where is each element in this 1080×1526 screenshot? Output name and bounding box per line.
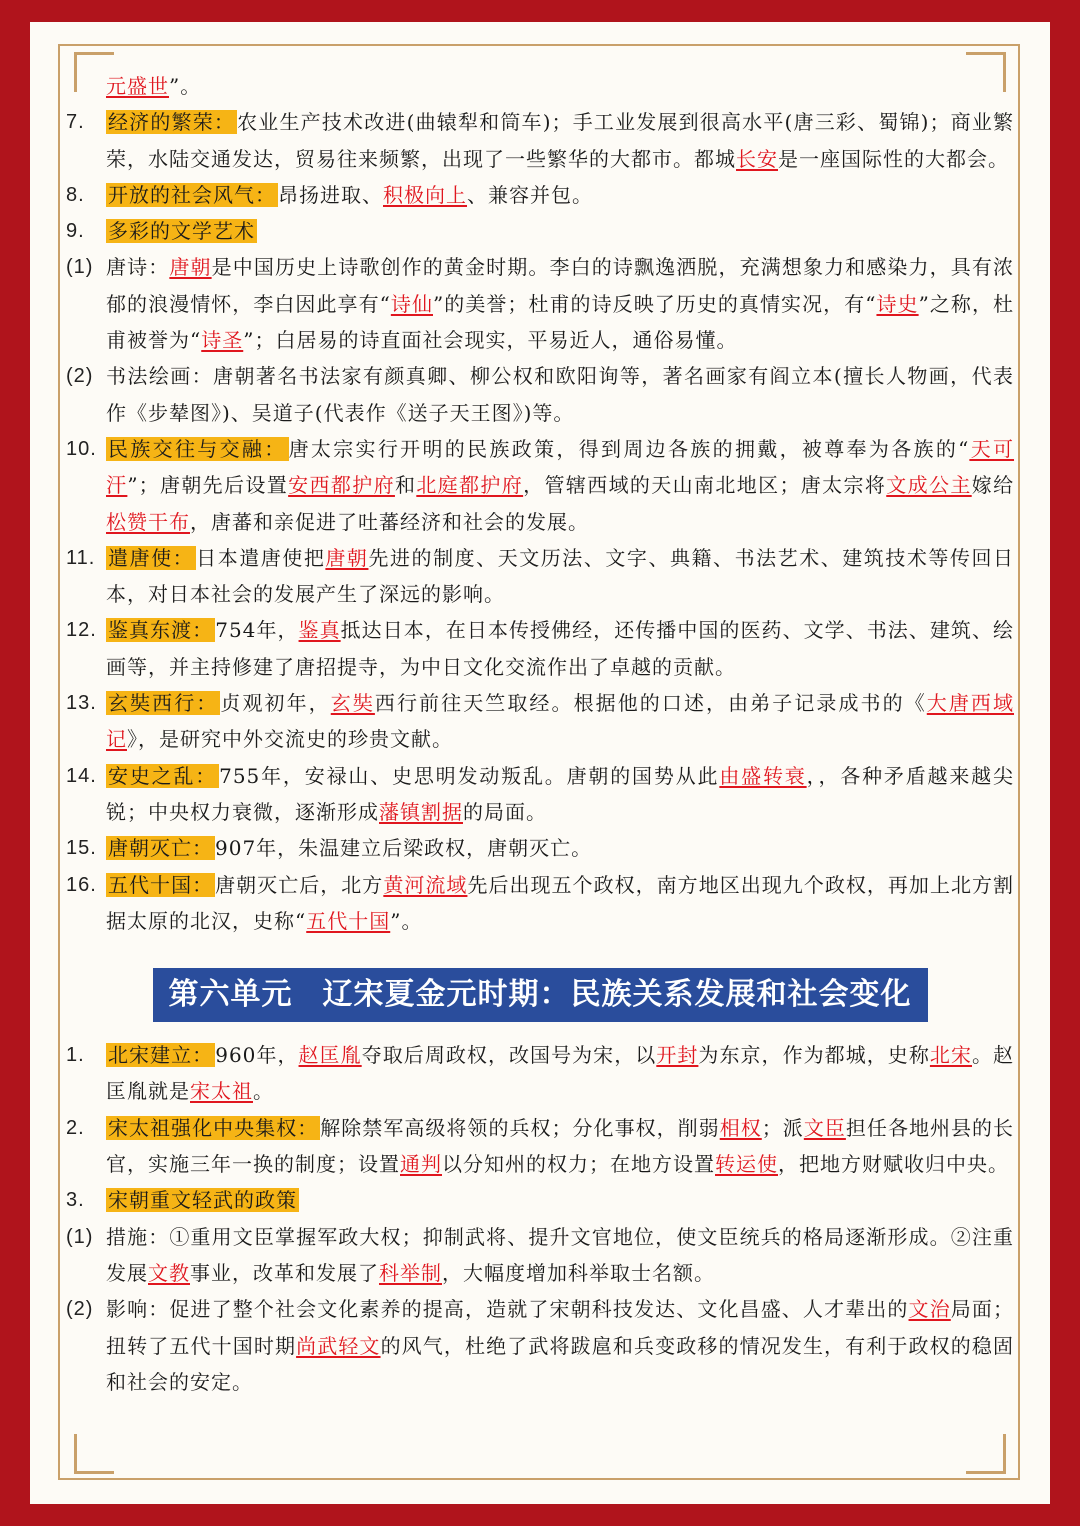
item-number: 7. <box>66 111 85 134</box>
key-term: 诗圣 <box>201 328 244 353</box>
key-term: 唐朝 <box>169 255 212 280</box>
key-term: 转运使 <box>715 1152 778 1177</box>
section-header <box>66 968 1014 1022</box>
key-term: 文臣 <box>803 1115 846 1140</box>
item-number: 15. <box>66 837 97 860</box>
item-text: 夺取后周政权，改国号为宋，以 <box>361 1043 657 1068</box>
item-text: 书法绘画：唐朝著名书法家有颜真卿、柳公权和欧阳询等，著名画家有阎立本(擅长人物画，代表作《步辇图》)、吴道子(代表作《送子天王图》)等。 <box>106 364 1014 425</box>
item-text: 的风气，杜绝了武将跋扈和兵变政移的情况发生，有利于政权的稳固和社会的安定。 <box>106 1333 1015 1394</box>
item-heading: 北宋建立： <box>108 1043 214 1068</box>
key-term: 尚武轻文 <box>296 1333 381 1358</box>
item-text: 影响：促进了整个社会文化素养的提高，造就了宋朝科技发达、文化昌盛、人才辈出的 <box>106 1297 909 1322</box>
item-text: ，把地方财赋收归中央。 <box>778 1152 1009 1177</box>
item-text: ”。 <box>390 908 423 933</box>
item-text: 和 <box>394 473 417 498</box>
item-text: 局面；扭转了五代十国时期 <box>106 1297 1015 1358</box>
item-text: 事业，改革和发展了 <box>190 1260 379 1285</box>
list-item <box>66 1037 1014 1110</box>
item-number: (2) <box>66 365 94 388</box>
key-term: 黄河流域 <box>383 872 468 897</box>
list-item <box>66 1110 1014 1183</box>
key-term: 通判 <box>400 1152 442 1177</box>
key-term: 文成公主 <box>886 473 972 498</box>
content <box>66 68 1014 1400</box>
continuation-tail: ”。 <box>169 74 202 98</box>
item-number: (2) <box>66 1298 94 1321</box>
list-item <box>66 177 1014 213</box>
key-term: 北庭都护府 <box>416 473 524 498</box>
key-term: 文治 <box>908 1297 951 1322</box>
key-term: 鉴真 <box>298 618 341 643</box>
section-title: 辽宋夏金元时期：民族关系发展和社会变化 <box>322 977 912 1013</box>
item-heading: 安史之乱： <box>108 763 218 788</box>
section-title-banner <box>153 968 928 1022</box>
item-number: (1) <box>66 256 94 279</box>
item-heading: 宋朝重文轻武的政策 <box>108 1188 297 1213</box>
key-term: 玄奘 <box>330 691 375 716</box>
item-number: (1) <box>66 1225 94 1248</box>
key-term: 诗仙 <box>390 291 433 316</box>
corner-ornament <box>966 1434 1006 1474</box>
item-text: 》，是研究中外交流史的珍贵文献。 <box>127 727 453 752</box>
key-term: 诗史 <box>876 291 919 316</box>
item-number: 9. <box>66 220 85 243</box>
item-text: ；派 <box>761 1115 804 1140</box>
key-term: 藩镇割据 <box>379 799 463 824</box>
item-number: 3. <box>66 1189 85 1212</box>
unit-label: 第六单元 <box>168 977 293 1013</box>
item-number: 10. <box>66 437 97 460</box>
item-text: ，大幅度增加科举取士名额。 <box>442 1260 715 1285</box>
item-text: 、兼容并包。 <box>467 182 593 207</box>
key-term: 相权 <box>719 1115 762 1140</box>
item-text: 措施：①重用文臣掌握军政大权；抑制武将、提升文官地位，使文臣统兵的格局逐渐形成。②注重发展 <box>106 1224 1014 1285</box>
key-term: 赵匡胤 <box>298 1043 362 1068</box>
item-text: 为东京，作为都城，史称 <box>698 1043 930 1068</box>
item-text: 先进的制度、天文历法、文字、典籍、书法艺术、建筑技术等传回日本，对日本社会的发展产生了深远的影响。 <box>106 545 1015 607</box>
key-term: 由盛转衰 <box>719 763 807 788</box>
item-number: 2. <box>66 1116 85 1139</box>
key-term: 天可汗 <box>106 436 1015 498</box>
item-heading: 五代十国： <box>108 872 214 897</box>
item-text: ，，各种矛盾越来越尖锐；中央权力衰微，逐渐形成 <box>106 763 1015 824</box>
item-text: 以分知州的权力；在地方设置 <box>442 1152 715 1177</box>
item-text: 754年， <box>215 618 299 643</box>
list-item <box>66 830 1014 866</box>
key-term: 唐朝 <box>325 545 369 570</box>
item-number: 13. <box>66 692 97 715</box>
list-item <box>66 758 1014 831</box>
list-item <box>66 431 1014 540</box>
item-text: 是中国历史上诗歌创作的黄金时期。李白的诗飘逸洒脱，充满想象力和感染力，具有浓郁的浪漫情怀，李白因此享有“ <box>106 255 1015 316</box>
list-item <box>66 249 1014 358</box>
key-term: 大唐西域记 <box>106 691 1015 752</box>
key-term: 元盛世 <box>106 74 169 98</box>
item-text: ”的美誉；杜甫的诗反映了历史的真情实况，有“ <box>433 291 877 316</box>
item-heading: 唐朝灭亡： <box>108 836 213 861</box>
item-text: ”之称，杜甫被誉为“ <box>106 291 1015 353</box>
item-text: 西行前往天竺取经。根据他的口述，由弟子记录成书的《 <box>374 691 927 716</box>
song-list <box>66 1037 1014 1400</box>
item-text: 抵达日本，在日本传授佛经，还传播中国的医药、文学、书法、建筑、绘画等，并主持修建了唐招提寺，为中日文化交流作出了卓越的贡献。 <box>106 618 1015 679</box>
item-text: 担任各地州县的长官，实施三年一换的制度；设置 <box>106 1115 1015 1177</box>
item-text: ，管辖西域的天山南北地区；唐太宗将 <box>523 473 887 498</box>
item-number: 1. <box>66 1044 85 1067</box>
key-term: 松赞干布 <box>106 509 190 534</box>
item-heading: 开放的社会风气： <box>108 182 276 207</box>
item-heading: 多彩的文学艺术 <box>108 219 255 244</box>
item-text: ，唐蕃和亲促进了吐蕃经济和社会的发展。 <box>190 509 589 534</box>
item-text: 唐朝灭亡后，北方 <box>215 872 384 897</box>
key-term: 长安 <box>736 146 778 171</box>
item-text: 贞观初年， <box>220 691 331 716</box>
key-term: 北宋 <box>929 1043 972 1068</box>
item-text: 解除禁军高级将领的兵权；分化事权，削弱 <box>320 1115 720 1140</box>
item-heading: 鉴真东渡： <box>108 618 214 643</box>
key-term: 积极向上 <box>383 182 467 207</box>
list-item <box>66 612 1014 685</box>
key-term: 文教 <box>148 1260 190 1285</box>
list-item <box>66 867 1014 940</box>
list-item <box>66 104 1014 177</box>
item-text: ”；唐朝先后设置 <box>127 473 289 498</box>
list-item <box>66 1291 1014 1400</box>
list-item <box>66 1182 1014 1218</box>
list-item <box>66 685 1014 758</box>
list-item <box>66 213 1014 249</box>
continuation-line <box>66 68 1014 104</box>
list-item <box>66 540 1014 613</box>
item-text: 。赵匡胤就是 <box>106 1043 1015 1104</box>
list-item <box>66 358 1014 431</box>
item-number: 14. <box>66 764 97 787</box>
item-text: 的局面。 <box>463 799 547 824</box>
item-text: 农业生产技术改进(曲辕犁和筒车)；手工业发展到很高水平(唐三彩、蜀锦)；商业繁荣，水陆交通发达，贸易往来频繁，出现了一些繁华的大都市。都城 <box>106 110 1015 171</box>
item-text: 嫁给 <box>971 473 1015 498</box>
item-heading: 宋太祖强化中央集权： <box>108 1115 319 1140</box>
item-text: 昂扬进取、 <box>278 182 383 207</box>
item-number: 11. <box>66 546 96 569</box>
key-term: 科举制 <box>379 1260 442 1285</box>
item-text: 907年，朱温建立后梁政权，唐朝灭亡。 <box>215 836 593 861</box>
item-text: 日本遣唐使把 <box>196 545 326 570</box>
item-heading: 遣唐使： <box>108 545 195 570</box>
key-term: 宋太祖 <box>190 1079 253 1104</box>
item-text: 先后出现五个政权，南方地区出现九个政权，再加上北方割据太原的北汉，史称“ <box>106 872 1015 933</box>
item-text: 是一座国际性的大都会。 <box>778 146 1009 171</box>
tang-list <box>66 104 1014 939</box>
item-text: 唐太宗实行开明的民族政策，得到周边各族的拥戴，被尊奉为各族的“ <box>288 436 970 461</box>
item-number: 12. <box>66 619 97 642</box>
item-number: 16. <box>66 873 97 896</box>
item-heading: 经济的繁荣： <box>108 110 236 135</box>
item-heading: 民族交往与交融： <box>108 436 287 461</box>
key-term: 开封 <box>656 1043 699 1068</box>
key-term: 安西都护府 <box>288 473 395 498</box>
item-heading: 玄奘西行： <box>108 691 219 716</box>
item-number: 8. <box>66 183 85 206</box>
list-item <box>66 1219 1014 1292</box>
item-text: 。 <box>253 1079 274 1104</box>
corner-ornament <box>74 1434 114 1474</box>
item-text: 755年，安禄山、史思明发动叛乱。唐朝的国势从此 <box>219 763 720 788</box>
item-text: 960年， <box>215 1043 299 1068</box>
item-text: 唐诗： <box>106 255 170 280</box>
item-text: ”；白居易的诗直面社会现实，平易近人，通俗易懂。 <box>243 328 738 353</box>
key-term: 五代十国 <box>306 908 391 933</box>
